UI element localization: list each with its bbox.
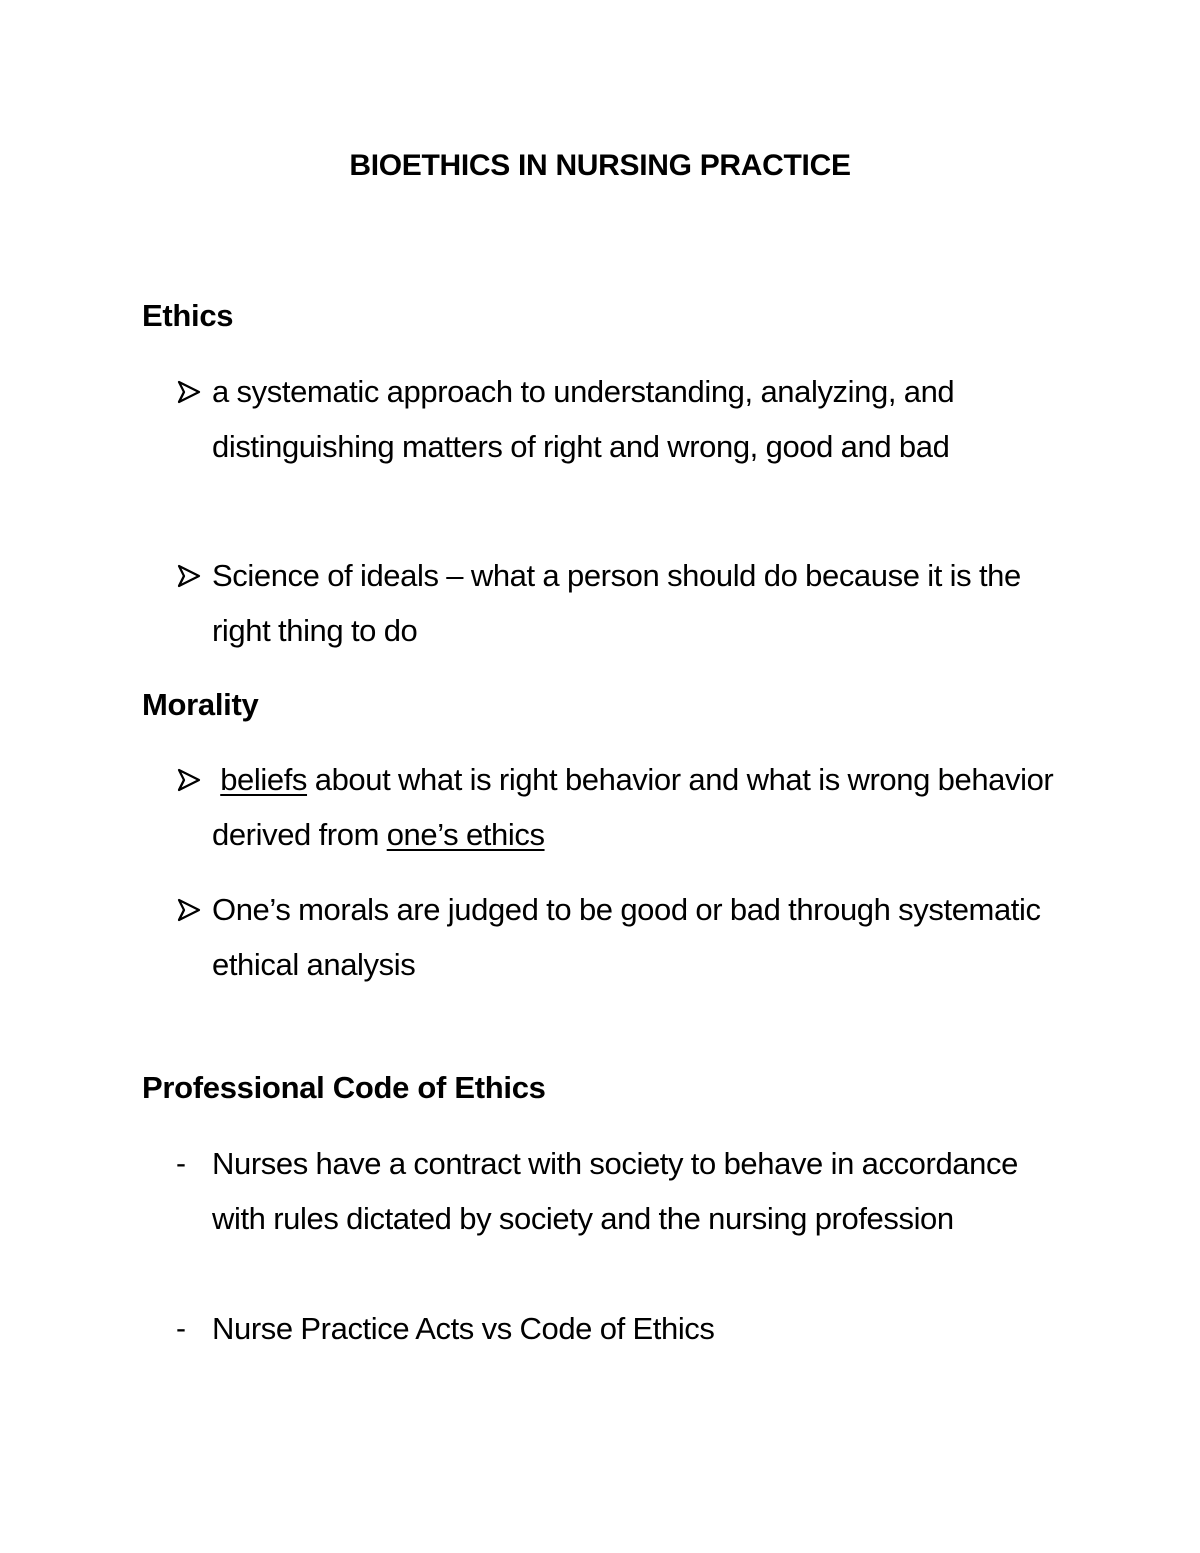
section-heading-ethics: Ethics bbox=[142, 298, 234, 333]
dash-bullet: - bbox=[176, 1312, 186, 1345]
arrow-bullet-icon bbox=[176, 379, 202, 405]
list-item-text bbox=[212, 752, 1076, 862]
page-title: BIOETHICS IN NURSING PRACTICE bbox=[349, 149, 851, 182]
list-item-text: One’s morals are judged to be good or bad through systematic ethical analysis bbox=[212, 892, 1041, 982]
section-heading-morality: Morality bbox=[142, 687, 259, 722]
section-heading-professional-code: Professional Code of Ethics bbox=[142, 1070, 546, 1105]
arrow-bullet-icon bbox=[176, 767, 202, 793]
list-item-lead bbox=[212, 762, 220, 797]
list-item bbox=[176, 1136, 1076, 1246]
list-item-text: a systematic approach to understanding, analyzing, and distinguishing matters of right and wrong, good and bad bbox=[212, 374, 955, 464]
underlined-term-beliefs: beliefs bbox=[220, 762, 308, 797]
list-item bbox=[176, 364, 1076, 474]
list-item-text: Nurse Practice Acts vs Code of Ethics bbox=[212, 1311, 715, 1346]
arrow-bullet-icon bbox=[176, 897, 202, 923]
list-item-text-middle: about what is right behavior and what is wrong behavior derived from bbox=[212, 762, 1054, 852]
list-item-text: Nurses have a contract with society to behave in accordance with rules dictated by society and the nursing profession bbox=[212, 1146, 1018, 1236]
dash-bullet: - bbox=[176, 1147, 186, 1180]
list-item bbox=[176, 752, 1076, 862]
arrow-bullet-icon bbox=[176, 563, 202, 589]
list-item bbox=[176, 1301, 1076, 1356]
list-item bbox=[176, 548, 1076, 658]
underlined-term-ones-ethics: one’s ethics bbox=[386, 817, 545, 852]
list-item-text: Science of ideals – what a person should do because it is the right thing to do bbox=[212, 558, 1021, 648]
list-item bbox=[176, 882, 1076, 992]
